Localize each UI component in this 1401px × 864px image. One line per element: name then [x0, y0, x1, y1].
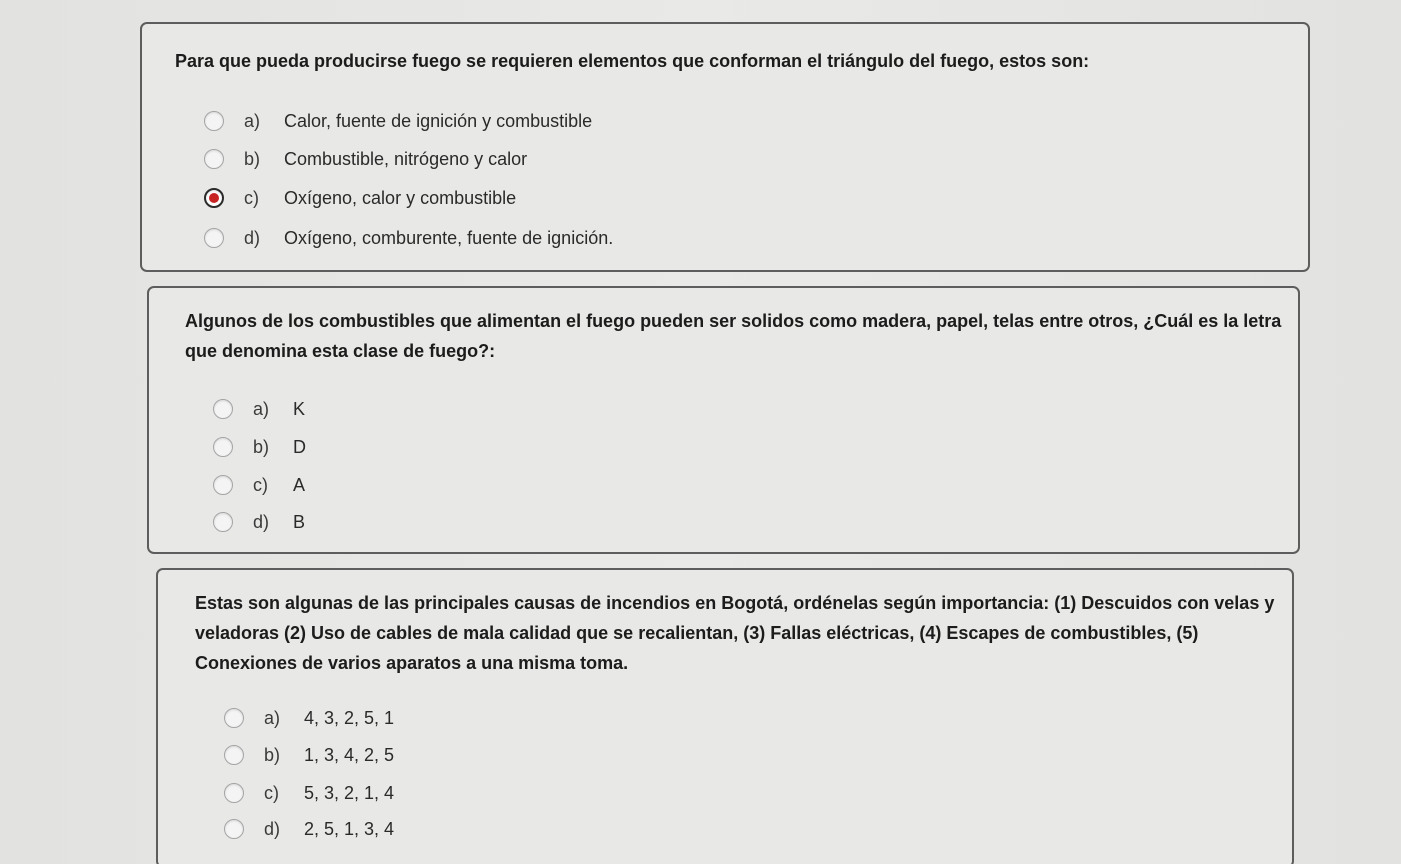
- option-letter: c): [253, 474, 268, 495]
- radio-button[interactable]: [204, 149, 224, 169]
- option-text: Calor, fuente de ignición y combustible: [284, 110, 593, 131]
- answer-option-b[interactable]: [213, 432, 306, 462]
- option-text: Oxígeno, comburente, fuente de ignición.: [284, 227, 614, 248]
- option-letter: b): [253, 436, 270, 457]
- option-letter: d): [244, 227, 261, 248]
- option-text: K: [293, 398, 306, 419]
- option-letter: c): [244, 187, 259, 208]
- answer-option-c[interactable]: [224, 778, 394, 808]
- question-card-3: [156, 568, 1294, 864]
- option-text: B: [293, 511, 306, 532]
- radio-button[interactable]: [213, 437, 233, 457]
- radio-button[interactable]: [224, 708, 244, 728]
- option-text: 5, 3, 2, 1, 4: [304, 782, 395, 803]
- answer-option-d[interactable]: [204, 223, 613, 253]
- option-letter: d): [264, 818, 281, 839]
- answer-option-d[interactable]: [213, 507, 305, 537]
- answer-option-d[interactable]: [224, 814, 394, 844]
- question-card-1: [140, 22, 1310, 272]
- radio-button[interactable]: [224, 819, 244, 839]
- question-text: Estas son algunas de las principales causas de incendios en Bogotá, ordénelas según importancia: (1) Descuidos con velas y veladoras (2) Uso de cables de mala calidad que se recalientan, (3) Fallas eléctricas, (4) Escapes de combustibles, (5) Conexiones de varios aparatos a una misma toma.: [195, 593, 1275, 673]
- option-letter: d): [253, 511, 270, 532]
- answer-option-a[interactable]: [224, 703, 394, 733]
- option-letter: a): [264, 707, 281, 728]
- answer-option-c[interactable]: [213, 470, 305, 500]
- option-text: A: [293, 474, 306, 495]
- answer-option-b[interactable]: [204, 144, 527, 174]
- option-text: 4, 3, 2, 5, 1: [304, 707, 395, 728]
- question-text: Para que pueda producirse fuego se requieren elementos que conforman el triángulo del fuego, estos son:: [175, 51, 1090, 71]
- option-text: Combustible, nitrógeno y calor: [284, 148, 528, 169]
- option-text: D: [293, 436, 306, 457]
- option-letter: b): [244, 148, 261, 169]
- radio-button[interactable]: [213, 475, 233, 495]
- option-text: 1, 3, 4, 2, 5: [304, 744, 395, 765]
- answer-option-a[interactable]: [213, 394, 305, 424]
- option-letter: c): [264, 782, 279, 803]
- answer-option-a[interactable]: [204, 106, 592, 136]
- option-letter: a): [253, 398, 270, 419]
- radio-button[interactable]: [213, 399, 233, 419]
- option-letter: a): [244, 110, 261, 131]
- radio-button[interactable]: [224, 745, 244, 765]
- radio-button[interactable]: [213, 512, 233, 532]
- option-text: 2, 5, 1, 3, 4: [304, 818, 395, 839]
- radio-button[interactable]: [204, 228, 224, 248]
- answer-option-c[interactable]: [204, 183, 516, 213]
- option-letter: b): [264, 744, 281, 765]
- question-text: Algunos de los combustibles que alimentan el fuego pueden ser solidos como madera, papel, telas entre otros, ¿Cuál es la letra que denomina esta clase de fuego?:: [185, 311, 1282, 361]
- question-card-2: [147, 286, 1300, 554]
- radio-button-selected[interactable]: [204, 188, 224, 208]
- radio-button[interactable]: [224, 783, 244, 803]
- option-text: Oxígeno, calor y combustible: [284, 187, 517, 208]
- answer-option-b[interactable]: [224, 740, 394, 770]
- radio-button[interactable]: [204, 111, 224, 131]
